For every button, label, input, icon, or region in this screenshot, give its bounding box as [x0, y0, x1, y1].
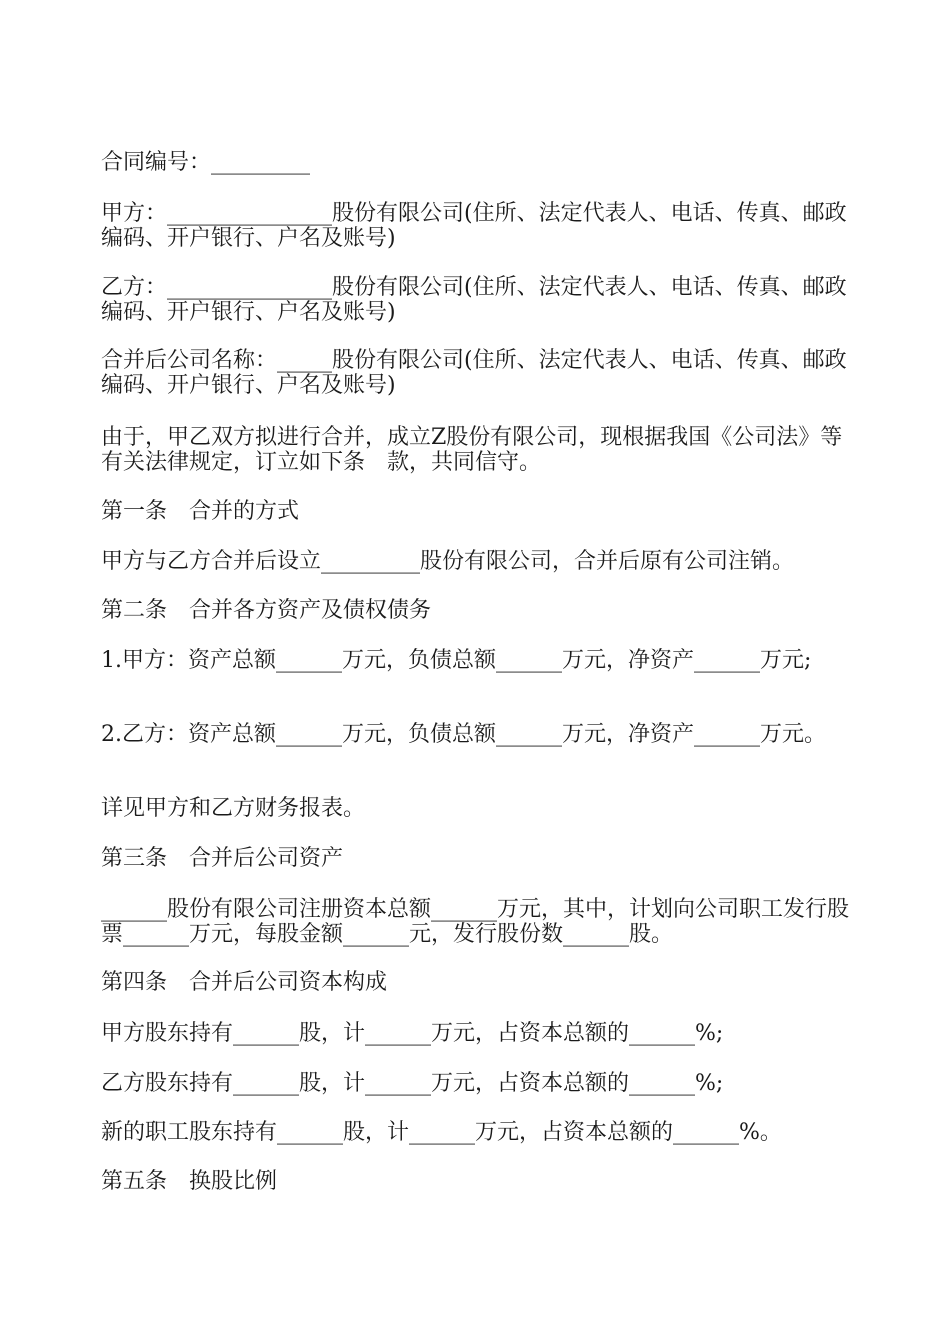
article-4-employees: 新的职工股东持有______股，计______万元，占资本总额的______%。 [101, 1120, 782, 1145]
article-3-title: 第三条 合并后公司资产 [101, 846, 344, 871]
merged-company-paragraph: 合并后公司名称：_____股份有限公司(住所、法定代表人、电话、传真、邮政编码、开户银行、户名及账号) [101, 348, 847, 398]
article-2-item-1: 1.甲方：资产总额______万元，负债总额______万元，净资产______万元; [101, 648, 812, 673]
article-4-party-a: 甲方股东持有______股，计______万元，占资本总额的______%; [101, 1021, 724, 1046]
article-2-title: 第二条 合并各方资产及债权债务 [101, 598, 432, 623]
article-2-item-2: 2.乙方：资产总额______万元，负债总额______万元，净资产______万元。 [101, 722, 826, 747]
contract-number: 合同编号：_________ [101, 150, 311, 175]
article-1-title: 第一条 合并的方式 [101, 499, 300, 524]
article-4-title: 第四条 合并后公司资本构成 [101, 970, 388, 995]
article-2-note: 详见甲方和乙方财务报表。 [101, 796, 366, 821]
article-4-party-b: 乙方股东持有______股，计______万元，占资本总额的______%; [101, 1071, 724, 1096]
article-5-title: 第五条 换股比例 [101, 1169, 278, 1194]
party-b-paragraph: 乙方：_______________股份有限公司(住所、法定代表人、电话、传真、邮政编码、开户银行、户名及账号) [101, 275, 847, 325]
party-a-paragraph: 甲方：_______________股份有限公司(住所、法定代表人、电话、传真、邮政编码、开户银行、户名及账号) [101, 201, 847, 251]
article-1-body: 甲方与乙方合并后设立_________股份有限公司，合并后原有公司注销。 [101, 549, 795, 574]
article-3-body: ______股份有限公司注册资本总额______万元，其中，计划向公司职工发行股票______万元，每股金额______元，发行股份数______股。 [101, 897, 850, 947]
preamble-paragraph: 由于，甲乙双方拟进行合并，成立Z股份有限公司，现根据我国《公司法》等有关法律规定，订立如下条 款，共同信守。 [101, 425, 843, 475]
